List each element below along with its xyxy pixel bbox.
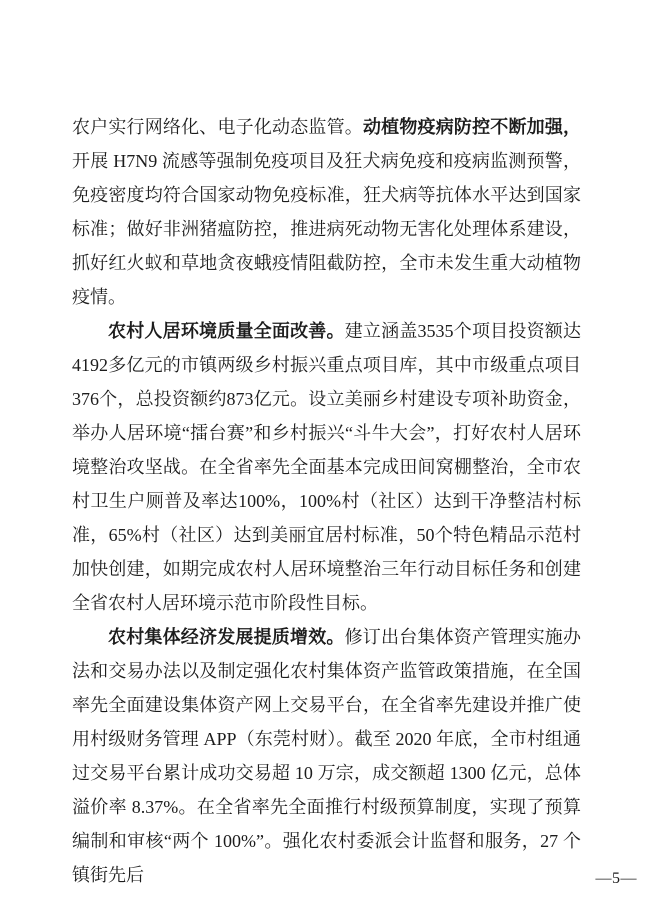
text-run: 建立涵盖3535个项目投资额达4192多亿元的市镇两级乡村振兴重点项目库，其中市级重点项目376个，总投资额约873亿元。设立美丽乡村建设专项补助资金，举办人居环境“擂台赛”和乡村振兴“斗牛大会”，打好农村人居环境整治攻坚战。在全省率先全面基本完成田间窝棚整治，全市农村卫生户厕普及率达100%，100%村（社区）达到干净整洁村标准，65%村（社区）达到美丽宜居村标准，50个特色精品示范村加快创建，如期完成农村人居环境整治三年行动目标任务和创建全省农村人居环境示范市阶段性目标。 bbox=[72, 321, 582, 613]
bold-text-run: 农村人居环境质量全面改善。 bbox=[108, 321, 345, 341]
bold-text-run: 农村集体经济发展提质增效。 bbox=[108, 627, 345, 647]
page-number: —5— bbox=[595, 870, 637, 887]
paragraph bbox=[72, 620, 581, 892]
text-run: 农户实行网络化、电子化动态监管。 bbox=[72, 117, 363, 137]
text-run: 开展 H7N9 流感等强制免疫项目及狂犬病免疫和疫病监测预警，免疫密度均符合国家动物免疫标准，狂犬病等抗体水平达到国家标准；做好非洲猪瘟防控，推进病死动物无害化处理体系建设，抓好红火蚁和草地贪夜蛾疫情阻截防控，全市未发生重大动植物疫情。 bbox=[72, 151, 581, 307]
text-run: 修订出台集体资产管理实施办法和交易办法以及制定强化农村集体资产监管政策措施，在全国率先全面建设集体资产网上交易平台，在全省率先建设并推广使用村级财务管理 APP（东莞村财）。截至 2020 年底，全市村组通过交易平台累计成功交易超 10 万宗，成交额超 1300 亿元，总体溢价率 8.37%。在全省率先全面推行村级预算制度，实现了预算编制和审核“两个 100%”。强化农村委派会计监督和服务，27 个镇街先后 bbox=[72, 627, 582, 885]
bold-text-run: 动植物疫病防控不断加强， bbox=[362, 117, 582, 137]
document-body bbox=[72, 110, 581, 892]
paragraph bbox=[72, 110, 581, 314]
paragraph bbox=[72, 314, 581, 620]
